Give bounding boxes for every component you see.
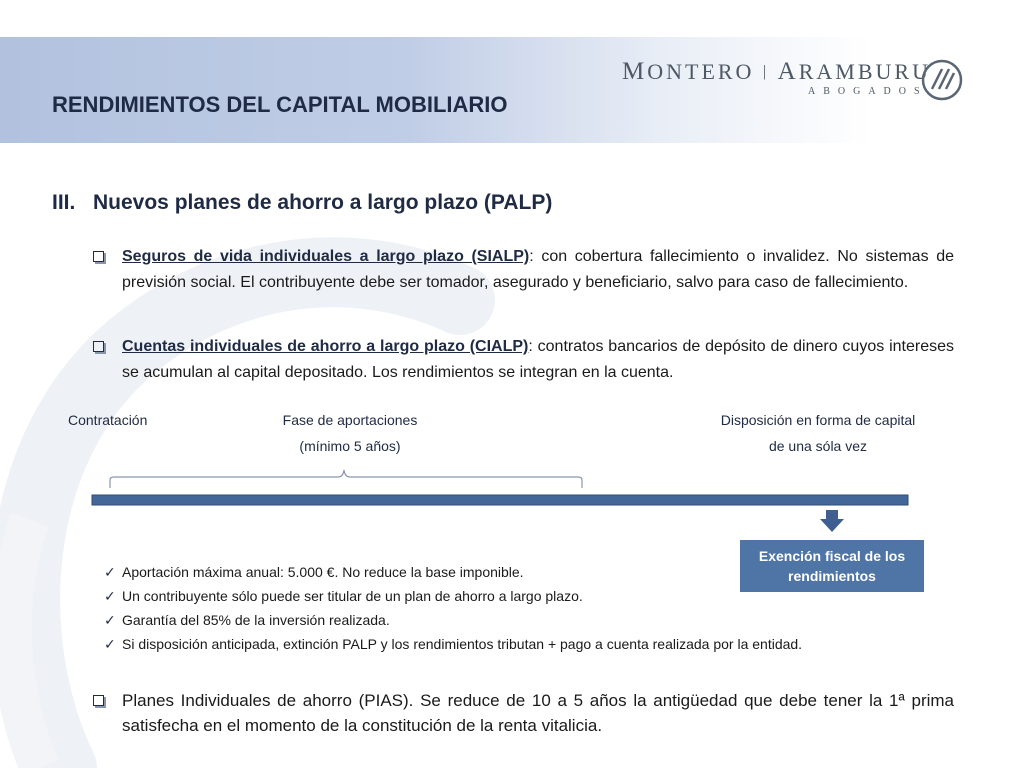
- down-arrow-icon: [820, 510, 844, 532]
- timeline-bar: [92, 495, 908, 505]
- checkmark-icon: ✓: [104, 636, 116, 652]
- section-heading: III. Nuevos planes de ahorro a largo plazo (PALP): [52, 191, 553, 214]
- checkmark-icon: ✓: [104, 612, 116, 628]
- label-fase-aportaciones: Fase de aportaciones: [282, 412, 418, 428]
- exemption-box: Exención fiscal de los rendimientos: [740, 540, 924, 592]
- checkmark-icon: ✓: [104, 588, 116, 604]
- list-item: ✓ Un contribuyente sólo puede ser titular de un plan de ahorro a largo plazo.: [104, 584, 802, 608]
- bullet-text: Planes Individuales de ahorro (PIAS). Se reduce de 10 a 5 años la antigüedad que debe tener la 1ª prima satisfecha en el momento de la constitución de la renta vitalicia.: [122, 691, 954, 735]
- timeline-brace: [110, 470, 582, 488]
- checklist: [104, 560, 802, 656]
- logo-wordmark: MONTERO | ARAMBURU: [622, 58, 931, 85]
- label-minimo-5-anos: (mínimo 5 años): [299, 438, 401, 454]
- checkmark-icon: ✓: [104, 564, 116, 580]
- label-una-sola-vez: de una sóla vez: [768, 438, 868, 454]
- list-item: ✓ Si disposición anticipada, extinción PALP y los rendimientos tributan + pago a cuenta realizada por la entidad.: [104, 632, 802, 656]
- label-disposicion: Disposición en forma de capital: [720, 412, 916, 428]
- logo-tagline: ABOGADOS: [808, 86, 928, 97]
- label-contratacion: Contratación: [68, 412, 148, 428]
- list-item: ✓ Aportación máxima anual: 5.000 €. No reduce la base imponible.: [104, 560, 802, 584]
- bullet-text: : con cobertura fallecimiento o invalidez. No sistemas de previsión social. El contribuyente debe ser tomador, asegurado y beneficiario, salvo para caso de fallecimiento.: [122, 248, 955, 291]
- list-item: ✓ Garantía del 85% de la inversión realizada.: [104, 608, 802, 632]
- page-title: RENDIMIENTOS DEL CAPITAL MOBILIARIO: [52, 92, 508, 117]
- checkbox-bullet-icon: [93, 695, 104, 706]
- term-cialp: Cuentas individuales de ahorro a largo plazo (CIALP): [122, 338, 529, 355]
- bullet-text: : contratos bancarios de depósito de dinero cuyos intereses se acumulan al capital depositado. Los rendimientos se integran en la cuenta.: [122, 338, 954, 381]
- bullet-pias: [93, 688, 954, 738]
- term-sialp: Seguros de vida individuales a largo plazo (SIALP): [122, 248, 530, 265]
